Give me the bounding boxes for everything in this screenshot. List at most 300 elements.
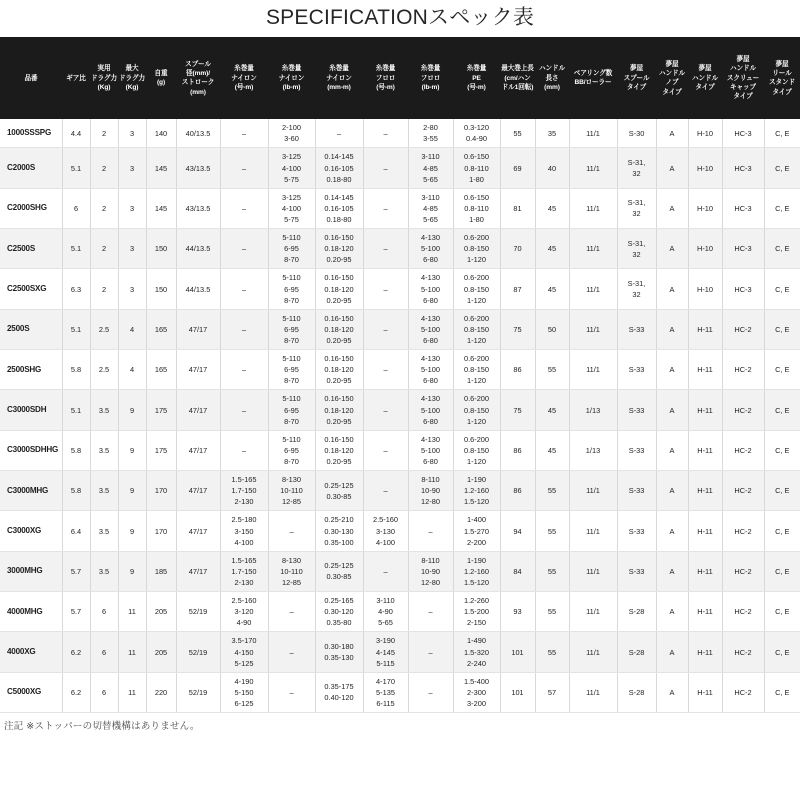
table-row xyxy=(0,592,800,632)
cell-spool: 47/17 xyxy=(176,350,220,390)
table-header xyxy=(0,37,800,119)
cell-fluoro_go: 3-190 4-145 5-115 xyxy=(363,632,408,672)
cell-nylon_lb: 3-125 4-100 5-75 xyxy=(268,188,315,228)
cell-gear_ratio: 5.8 xyxy=(62,350,90,390)
cell-yumeya_screw: HC-2 xyxy=(722,390,764,430)
cell-yumeya_handle: H-11 xyxy=(688,511,722,551)
cell-weight: 175 xyxy=(146,430,176,470)
cell-nylon_lb: 5-110 6-95 8-70 xyxy=(268,350,315,390)
cell-fluoro_lb: 4-130 5-100 6-80 xyxy=(408,229,453,269)
cell-nylon_lb: 2-100 3-60 xyxy=(268,119,315,148)
cell-drag_max: 3 xyxy=(118,188,146,228)
cell-gear_ratio: 6.3 xyxy=(62,269,90,309)
cell-yumeya_screw: HC-3 xyxy=(722,119,764,148)
cell-pe: 1-190 1.2-160 1.5-120 xyxy=(453,551,500,591)
cell-yumeya_screw: HC-3 xyxy=(722,269,764,309)
cell-spool: 52/19 xyxy=(176,632,220,672)
cell-nylon_mm: 0.16-150 0.18-120 0.20-95 xyxy=(315,430,363,470)
cell-drag_normal: 2.5 xyxy=(90,350,118,390)
cell-fluoro_go: – xyxy=(363,309,408,349)
cell-fluoro_go: 3-110 4-90 5-65 xyxy=(363,592,408,632)
table-row xyxy=(0,269,800,309)
cell-yumeya_spool: S-30 xyxy=(617,119,656,148)
cell-bearing: 1/13 xyxy=(569,430,617,470)
cell-nylon_lb: – xyxy=(268,632,315,672)
cell-fluoro_go: – xyxy=(363,148,408,188)
cell-model: 4000XG xyxy=(0,632,62,672)
cell-drag_normal: 2 xyxy=(90,229,118,269)
cell-bearing: 11/1 xyxy=(569,229,617,269)
cell-fluoro_lb: 8-110 10-90 12-80 xyxy=(408,551,453,591)
cell-yumeya_knob: A xyxy=(656,350,688,390)
cell-gear_ratio: 5.8 xyxy=(62,430,90,470)
cell-model: 2500S xyxy=(0,309,62,349)
cell-drag_normal: 6 xyxy=(90,632,118,672)
cell-nylon_mm: 0.16-150 0.18-120 0.20-95 xyxy=(315,229,363,269)
table-row xyxy=(0,148,800,188)
cell-bearing: 11/1 xyxy=(569,632,617,672)
cell-yumeya_spool: S-31, 32 xyxy=(617,148,656,188)
cell-yumeya_stand: C, E xyxy=(764,269,800,309)
cell-fluoro_go: – xyxy=(363,119,408,148)
cell-nylon_go: – xyxy=(220,188,268,228)
cell-bearing: 11/1 xyxy=(569,551,617,591)
column-header-6: 糸巻量 ナイロン (号-m) xyxy=(220,37,268,119)
cell-nylon_go: – xyxy=(220,119,268,148)
cell-pe: 0.6-200 0.8-150 1-120 xyxy=(453,309,500,349)
cell-pe: 1-400 1.5-270 2-200 xyxy=(453,511,500,551)
cell-nylon_go: – xyxy=(220,229,268,269)
cell-fluoro_lb: – xyxy=(408,511,453,551)
cell-nylon_lb: 3-125 4-100 5-75 xyxy=(268,148,315,188)
cell-retrieve: 93 xyxy=(500,592,535,632)
column-header-9: 糸巻量 フロロ (号-m) xyxy=(363,37,408,119)
cell-nylon_lb: 5-110 6-95 8-70 xyxy=(268,229,315,269)
cell-yumeya_spool: S-33 xyxy=(617,471,656,511)
cell-nylon_lb: – xyxy=(268,511,315,551)
cell-gear_ratio: 5.8 xyxy=(62,471,90,511)
cell-model: C3000SDHHG xyxy=(0,430,62,470)
cell-yumeya_stand: C, E xyxy=(764,672,800,712)
cell-nylon_lb: – xyxy=(268,672,315,712)
cell-nylon_lb: 5-110 6-95 8-70 xyxy=(268,430,315,470)
cell-yumeya_stand: C, E xyxy=(764,632,800,672)
cell-yumeya_screw: HC-3 xyxy=(722,229,764,269)
cell-handle: 55 xyxy=(535,511,569,551)
cell-gear_ratio: 5.1 xyxy=(62,309,90,349)
table-row xyxy=(0,430,800,470)
table-row xyxy=(0,551,800,591)
cell-weight: 170 xyxy=(146,511,176,551)
column-header-14: ベアリング数 BB/ローラー xyxy=(569,37,617,119)
cell-bearing: 11/1 xyxy=(569,672,617,712)
cell-drag_normal: 2 xyxy=(90,119,118,148)
cell-weight: 150 xyxy=(146,269,176,309)
cell-weight: 145 xyxy=(146,188,176,228)
cell-retrieve: 84 xyxy=(500,551,535,591)
cell-drag_max: 11 xyxy=(118,672,146,712)
cell-yumeya_stand: C, E xyxy=(764,188,800,228)
column-header-13: ハンドル 長さ (mm) xyxy=(535,37,569,119)
cell-spool: 47/17 xyxy=(176,471,220,511)
cell-yumeya_spool: S-28 xyxy=(617,592,656,632)
cell-yumeya_stand: C, E xyxy=(764,229,800,269)
cell-retrieve: 101 xyxy=(500,632,535,672)
cell-bearing: 11/1 xyxy=(569,511,617,551)
cell-model: 4000MHG xyxy=(0,592,62,632)
cell-yumeya_screw: HC-2 xyxy=(722,350,764,390)
cell-nylon_go: 1.5-165 1.7-150 2-130 xyxy=(220,551,268,591)
cell-drag_normal: 3.5 xyxy=(90,390,118,430)
cell-nylon_go: 1.5-165 1.7-150 2-130 xyxy=(220,471,268,511)
cell-yumeya_screw: HC-3 xyxy=(722,148,764,188)
cell-yumeya_spool: S-33 xyxy=(617,309,656,349)
column-header-1: ギア比 xyxy=(62,37,90,119)
cell-nylon_go: – xyxy=(220,390,268,430)
cell-yumeya_handle: H-11 xyxy=(688,350,722,390)
cell-fluoro_go: – xyxy=(363,350,408,390)
cell-fluoro_lb: – xyxy=(408,632,453,672)
cell-model: C2000S xyxy=(0,148,62,188)
cell-bearing: 11/1 xyxy=(569,269,617,309)
cell-weight: 140 xyxy=(146,119,176,148)
cell-spool: 47/17 xyxy=(176,430,220,470)
cell-pe: 1.2-260 1.5-200 2-150 xyxy=(453,592,500,632)
cell-nylon_mm: 0.25-125 0.30-85 xyxy=(315,471,363,511)
cell-yumeya_spool: S-28 xyxy=(617,672,656,712)
cell-yumeya_spool: S-33 xyxy=(617,390,656,430)
cell-yumeya_spool: S-33 xyxy=(617,350,656,390)
cell-yumeya_handle: H-11 xyxy=(688,632,722,672)
cell-model: C2500SXG xyxy=(0,269,62,309)
cell-model: C3000MHG xyxy=(0,471,62,511)
cell-nylon_mm: 0.16-150 0.18-120 0.20-95 xyxy=(315,390,363,430)
table-row xyxy=(0,390,800,430)
cell-yumeya_knob: A xyxy=(656,229,688,269)
cell-yumeya_screw: HC-3 xyxy=(722,188,764,228)
cell-handle: 35 xyxy=(535,119,569,148)
column-header-10: 糸巻量 フロロ (lb-m) xyxy=(408,37,453,119)
cell-gear_ratio: 4.4 xyxy=(62,119,90,148)
cell-yumeya_knob: A xyxy=(656,551,688,591)
column-header-4: 自重 (g) xyxy=(146,37,176,119)
cell-yumeya_spool: S-31, 32 xyxy=(617,188,656,228)
cell-pe: 1-190 1.2-160 1.5-120 xyxy=(453,471,500,511)
column-header-11: 糸巻量 PE (号-m) xyxy=(453,37,500,119)
cell-nylon_lb: 5-110 6-95 8-70 xyxy=(268,390,315,430)
cell-bearing: 11/1 xyxy=(569,350,617,390)
table-row xyxy=(0,632,800,672)
cell-gear_ratio: 5.1 xyxy=(62,148,90,188)
cell-pe: 1-490 1.5-320 2-240 xyxy=(453,632,500,672)
cell-fluoro_go: – xyxy=(363,188,408,228)
cell-drag_max: 11 xyxy=(118,592,146,632)
cell-yumeya_knob: A xyxy=(656,148,688,188)
cell-drag_max: 9 xyxy=(118,430,146,470)
cell-handle: 50 xyxy=(535,309,569,349)
cell-model: 2500SHG xyxy=(0,350,62,390)
cell-weight: 165 xyxy=(146,350,176,390)
column-header-8: 糸巻量 ナイロン (mm-m) xyxy=(315,37,363,119)
column-header-12: 最大巻上長 (cm/ハン ドル1回転) xyxy=(500,37,535,119)
cell-retrieve: 55 xyxy=(500,119,535,148)
table-row xyxy=(0,119,800,148)
cell-gear_ratio: 6.4 xyxy=(62,511,90,551)
cell-yumeya_stand: C, E xyxy=(764,390,800,430)
cell-drag_max: 9 xyxy=(118,471,146,511)
cell-yumeya_stand: C, E xyxy=(764,551,800,591)
cell-nylon_go: – xyxy=(220,269,268,309)
column-header-7: 糸巻量 ナイロン (lb-m) xyxy=(268,37,315,119)
cell-nylon_mm: 0.16-150 0.18-120 0.20-95 xyxy=(315,309,363,349)
cell-handle: 45 xyxy=(535,390,569,430)
cell-pe: 0.6-200 0.8-150 1-120 xyxy=(453,430,500,470)
cell-drag_max: 3 xyxy=(118,269,146,309)
cell-fluoro_lb: 8-110 10-90 12-80 xyxy=(408,471,453,511)
cell-nylon_go: – xyxy=(220,148,268,188)
column-header-0: 品番 xyxy=(0,37,62,119)
cell-yumeya_stand: C, E xyxy=(764,592,800,632)
cell-nylon_go: 2.5-160 3-120 4-90 xyxy=(220,592,268,632)
cell-yumeya_handle: H-11 xyxy=(688,309,722,349)
cell-yumeya_handle: H-11 xyxy=(688,551,722,591)
cell-fluoro_lb: 4-130 5-100 6-80 xyxy=(408,309,453,349)
cell-handle: 45 xyxy=(535,229,569,269)
cell-drag_normal: 3.5 xyxy=(90,471,118,511)
cell-yumeya_spool: S-31, 32 xyxy=(617,229,656,269)
cell-fluoro_lb: 3-110 4-85 5-65 xyxy=(408,188,453,228)
cell-nylon_mm: 0.25-125 0.30-85 xyxy=(315,551,363,591)
cell-weight: 170 xyxy=(146,471,176,511)
cell-gear_ratio: 5.1 xyxy=(62,390,90,430)
cell-yumeya_screw: HC-2 xyxy=(722,672,764,712)
cell-yumeya_stand: C, E xyxy=(764,350,800,390)
column-header-16: 夢屋 ハンドル ノブ タイプ xyxy=(656,37,688,119)
cell-yumeya_handle: H-10 xyxy=(688,229,722,269)
cell-weight: 220 xyxy=(146,672,176,712)
cell-bearing: 11/1 xyxy=(569,148,617,188)
column-header-2: 実用 ドラグ力 (Kg) xyxy=(90,37,118,119)
cell-yumeya_knob: A xyxy=(656,269,688,309)
cell-nylon_mm: 0.30-180 0.35-130 xyxy=(315,632,363,672)
cell-yumeya_handle: H-11 xyxy=(688,471,722,511)
cell-fluoro_go: – xyxy=(363,229,408,269)
cell-model: C5000XG xyxy=(0,672,62,712)
cell-nylon_mm: 0.25-210 0.30-130 0.35-100 xyxy=(315,511,363,551)
cell-pe: 1.5-400 2-300 3-200 xyxy=(453,672,500,712)
cell-yumeya_knob: A xyxy=(656,471,688,511)
cell-gear_ratio: 5.1 xyxy=(62,229,90,269)
cell-pe: 0.6-200 0.8-150 1-120 xyxy=(453,350,500,390)
column-header-15: 夢屋 スプール タイプ xyxy=(617,37,656,119)
cell-nylon_go: 4-190 5-150 6-125 xyxy=(220,672,268,712)
cell-drag_max: 9 xyxy=(118,551,146,591)
cell-yumeya_screw: HC-2 xyxy=(722,551,764,591)
cell-retrieve: 101 xyxy=(500,672,535,712)
table-row xyxy=(0,350,800,390)
cell-yumeya_knob: A xyxy=(656,119,688,148)
cell-retrieve: 86 xyxy=(500,430,535,470)
cell-yumeya_knob: A xyxy=(656,632,688,672)
cell-retrieve: 94 xyxy=(500,511,535,551)
cell-spool: 52/19 xyxy=(176,592,220,632)
cell-nylon_mm: 0.35-175 0.40-120 xyxy=(315,672,363,712)
cell-spool: 43/13.5 xyxy=(176,148,220,188)
cell-model: 1000SSSPG xyxy=(0,119,62,148)
spec-table-container xyxy=(0,37,800,713)
cell-bearing: 1/13 xyxy=(569,390,617,430)
table-row xyxy=(0,229,800,269)
cell-weight: 145 xyxy=(146,148,176,188)
cell-drag_max: 3 xyxy=(118,119,146,148)
cell-spool: 52/19 xyxy=(176,672,220,712)
cell-model: C3000XG xyxy=(0,511,62,551)
cell-yumeya_knob: A xyxy=(656,309,688,349)
cell-drag_normal: 3.5 xyxy=(90,430,118,470)
cell-retrieve: 87 xyxy=(500,269,535,309)
cell-gear_ratio: 5.7 xyxy=(62,551,90,591)
cell-bearing: 11/1 xyxy=(569,592,617,632)
cell-fluoro_go: 4-170 5-135 6-115 xyxy=(363,672,408,712)
table-row xyxy=(0,511,800,551)
cell-nylon_mm: 0.14-145 0.16-105 0.18-80 xyxy=(315,188,363,228)
cell-model: C2500S xyxy=(0,229,62,269)
cell-drag_max: 3 xyxy=(118,229,146,269)
cell-drag_normal: 6 xyxy=(90,592,118,632)
cell-handle: 57 xyxy=(535,672,569,712)
cell-drag_normal: 2 xyxy=(90,148,118,188)
cell-model: C3000SDH xyxy=(0,390,62,430)
cell-fluoro_go: 2.5-160 3-130 4-100 xyxy=(363,511,408,551)
cell-fluoro_lb: 4-130 5-100 6-80 xyxy=(408,390,453,430)
cell-yumeya_handle: H-10 xyxy=(688,119,722,148)
cell-fluoro_go: – xyxy=(363,551,408,591)
cell-yumeya_spool: S-28 xyxy=(617,632,656,672)
cell-nylon_mm: 0.16-150 0.18-120 0.20-95 xyxy=(315,350,363,390)
cell-weight: 205 xyxy=(146,592,176,632)
cell-nylon_go: 3.5-170 4-150 5-125 xyxy=(220,632,268,672)
cell-nylon_go: 2.5-180 3-150 4-100 xyxy=(220,511,268,551)
cell-bearing: 11/1 xyxy=(569,188,617,228)
cell-nylon_mm: 0.16-150 0.18-120 0.20-95 xyxy=(315,269,363,309)
cell-retrieve: 81 xyxy=(500,188,535,228)
cell-nylon_lb: 5-110 6-95 8-70 xyxy=(268,269,315,309)
cell-spool: 44/13.5 xyxy=(176,269,220,309)
cell-fluoro_lb: 4-130 5-100 6-80 xyxy=(408,430,453,470)
cell-drag_max: 9 xyxy=(118,390,146,430)
cell-nylon_go: – xyxy=(220,430,268,470)
cell-fluoro_lb: 4-130 5-100 6-80 xyxy=(408,269,453,309)
cell-fluoro_go: – xyxy=(363,471,408,511)
cell-retrieve: 70 xyxy=(500,229,535,269)
cell-pe: 0.6-150 0.8-110 1-80 xyxy=(453,148,500,188)
cell-retrieve: 75 xyxy=(500,390,535,430)
cell-yumeya_stand: C, E xyxy=(764,430,800,470)
cell-spool: 47/17 xyxy=(176,551,220,591)
cell-model: C2000SHG xyxy=(0,188,62,228)
cell-nylon_go: – xyxy=(220,309,268,349)
cell-model: 3000MHG xyxy=(0,551,62,591)
cell-retrieve: 86 xyxy=(500,350,535,390)
cell-gear_ratio: 6.2 xyxy=(62,632,90,672)
cell-weight: 185 xyxy=(146,551,176,591)
cell-spool: 47/17 xyxy=(176,511,220,551)
cell-drag_max: 4 xyxy=(118,350,146,390)
cell-spool: 47/17 xyxy=(176,390,220,430)
cell-yumeya_handle: H-10 xyxy=(688,269,722,309)
cell-drag_max: 11 xyxy=(118,632,146,672)
cell-nylon_lb: 5-110 6-95 8-70 xyxy=(268,309,315,349)
cell-pe: 0.3-120 0.4-90 xyxy=(453,119,500,148)
cell-bearing: 11/1 xyxy=(569,309,617,349)
cell-yumeya_handle: H-11 xyxy=(688,672,722,712)
cell-drag_normal: 2.5 xyxy=(90,309,118,349)
cell-drag_max: 4 xyxy=(118,309,146,349)
cell-pe: 0.6-200 0.8-150 1-120 xyxy=(453,229,500,269)
cell-drag_normal: 2 xyxy=(90,269,118,309)
cell-yumeya_screw: HC-2 xyxy=(722,471,764,511)
table-row xyxy=(0,672,800,712)
cell-yumeya_knob: A xyxy=(656,188,688,228)
table-body xyxy=(0,119,800,712)
specification-table xyxy=(0,37,800,713)
cell-nylon_mm: – xyxy=(315,119,363,148)
cell-yumeya_spool: S-31, 32 xyxy=(617,269,656,309)
cell-pe: 0.6-200 0.8-150 1-120 xyxy=(453,269,500,309)
cell-spool: 40/13.5 xyxy=(176,119,220,148)
cell-drag_normal: 2 xyxy=(90,188,118,228)
cell-fluoro_go: – xyxy=(363,390,408,430)
cell-handle: 45 xyxy=(535,269,569,309)
cell-spool: 44/13.5 xyxy=(176,229,220,269)
cell-yumeya_handle: H-10 xyxy=(688,188,722,228)
cell-yumeya_handle: H-11 xyxy=(688,592,722,632)
cell-yumeya_knob: A xyxy=(656,430,688,470)
cell-yumeya_knob: A xyxy=(656,390,688,430)
cell-retrieve: 86 xyxy=(500,471,535,511)
cell-fluoro_lb: – xyxy=(408,592,453,632)
cell-yumeya_knob: A xyxy=(656,511,688,551)
cell-weight: 205 xyxy=(146,632,176,672)
cell-handle: 45 xyxy=(535,430,569,470)
cell-yumeya_screw: HC-2 xyxy=(722,632,764,672)
cell-weight: 165 xyxy=(146,309,176,349)
cell-fluoro_lb: 4-130 5-100 6-80 xyxy=(408,350,453,390)
cell-yumeya_spool: S-33 xyxy=(617,511,656,551)
cell-fluoro_lb: 3-110 4-85 5-65 xyxy=(408,148,453,188)
cell-yumeya_handle: H-10 xyxy=(688,148,722,188)
cell-handle: 55 xyxy=(535,632,569,672)
cell-gear_ratio: 6.2 xyxy=(62,672,90,712)
header-row xyxy=(0,37,800,119)
cell-yumeya_screw: HC-2 xyxy=(722,309,764,349)
footnote: 注記 ※ストッパーの切替機構はありません。 xyxy=(4,721,200,733)
column-header-18: 夢屋 ハンドル スクリュー キャップ タイプ xyxy=(722,37,764,119)
cell-handle: 55 xyxy=(535,350,569,390)
cell-gear_ratio: 6 xyxy=(62,188,90,228)
cell-drag_max: 9 xyxy=(118,511,146,551)
cell-fluoro_go: – xyxy=(363,269,408,309)
table-row xyxy=(0,471,800,511)
cell-drag_normal: 6 xyxy=(90,672,118,712)
cell-handle: 55 xyxy=(535,551,569,591)
cell-handle: 45 xyxy=(535,188,569,228)
cell-yumeya_screw: HC-2 xyxy=(722,430,764,470)
cell-gear_ratio: 5.7 xyxy=(62,592,90,632)
cell-weight: 150 xyxy=(146,229,176,269)
cell-drag_max: 3 xyxy=(118,148,146,188)
cell-yumeya_screw: HC-2 xyxy=(722,592,764,632)
